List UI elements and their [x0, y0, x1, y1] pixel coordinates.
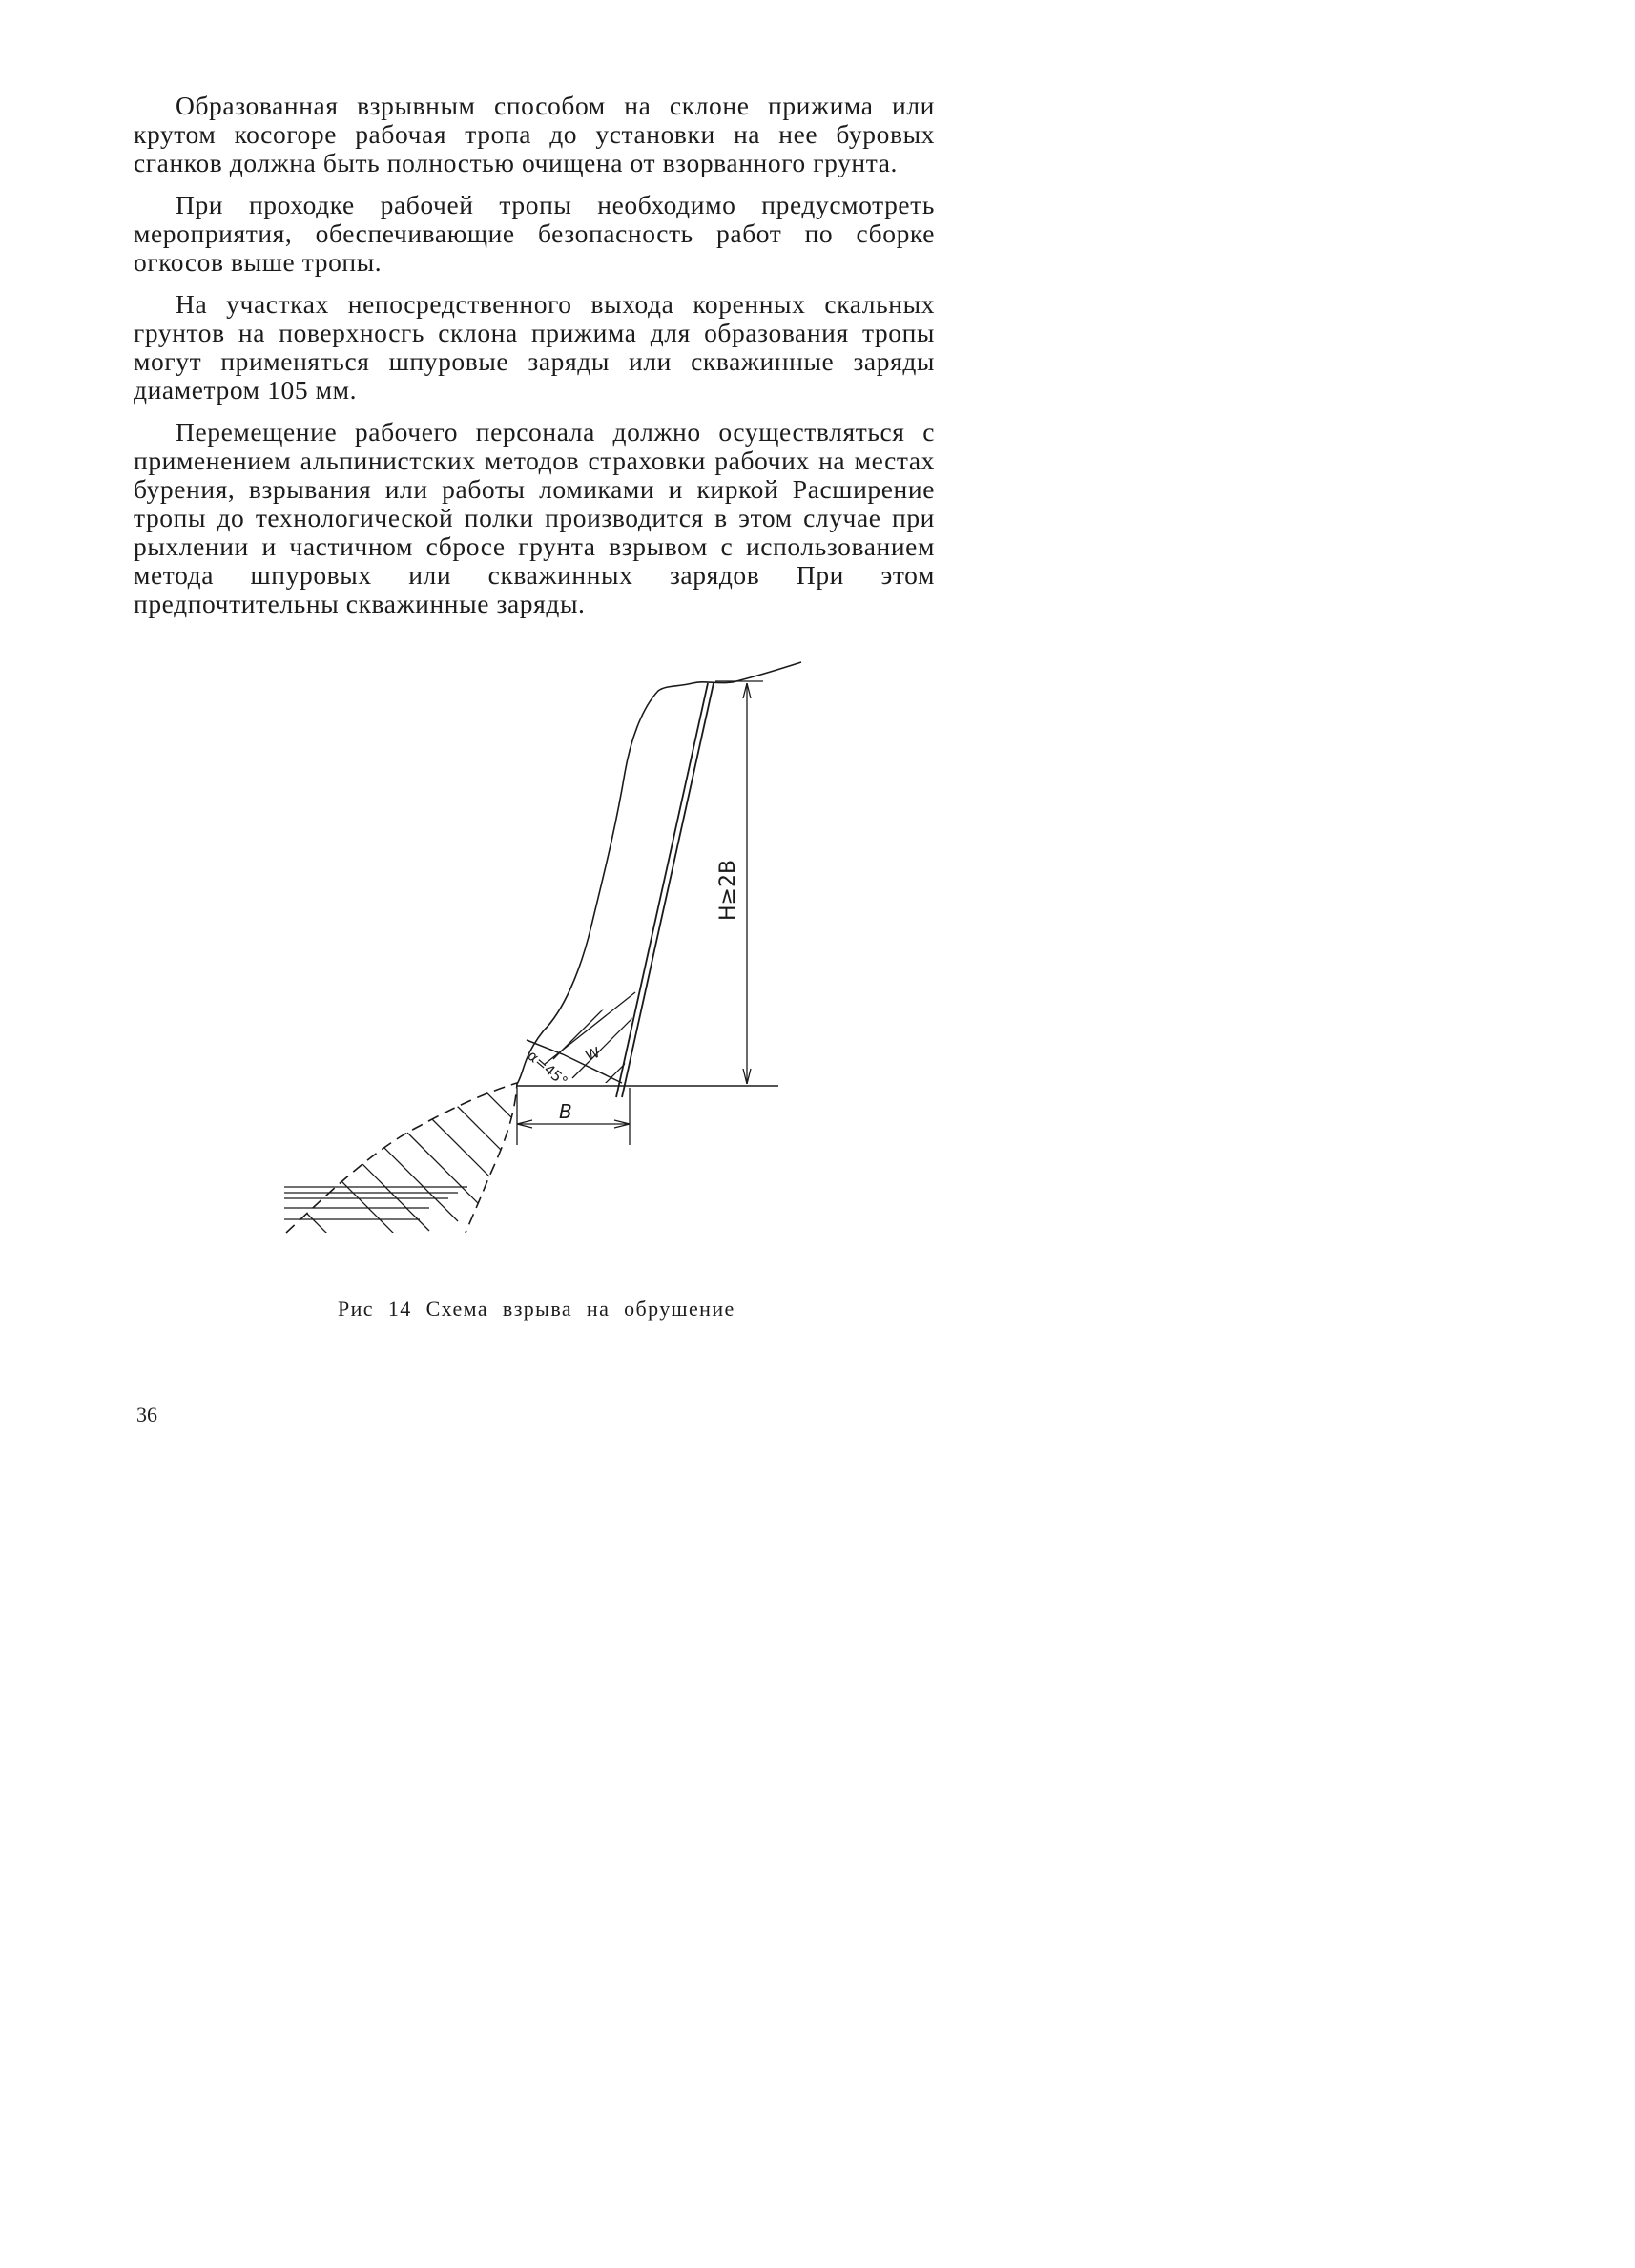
document-page — [0, 0, 1082, 1501]
blast-scheme-drawing — [267, 649, 820, 1259]
width-label: B — [559, 1100, 572, 1123]
paragraph-4: Перемещение рабочего персонала должно осуществляться с применением альпинистских методов страховки рабочих на местах бурения, взрывания или работы ломиками и киркой Расширение тропы до технологической полки производится в этом случае при рыхлении и частичном сбросе грунта взрывом с использованием метода шпуровых или скважинных зарядов При этом предпочтительны скважинные заряды. — [134, 417, 935, 618]
body-text — [134, 92, 935, 632]
collapse-zone — [286, 1083, 517, 1233]
slope-outline — [517, 662, 801, 1084]
angle-label: α=45° — [524, 1047, 571, 1091]
figure-caption: Рис 14 Схема взрыва на обрушение — [338, 1297, 735, 1321]
burden-label: W — [583, 1043, 603, 1065]
width-dimension — [517, 1088, 630, 1145]
blast-scheme-figure — [267, 649, 820, 1259]
paragraph-2: При проходке рабочей тропы необходимо предусмотреть мероприятия, обеспечивающие безопасность работ по сборке огкосов выше тропы. — [134, 190, 935, 277]
paragraph-3: На участках непосредственного выхода коренных скальных грунтов на поверхносгь склона прижима для образования тропы могут применяться шпуровые заряды или скважинные заряды диаметром 105 мм. — [134, 289, 935, 405]
page-number: 36 — [136, 1403, 157, 1426]
paragraph-1: Образованная взрывным способом на склоне прижима или крутом косогоре рабочая тропа до установки на нее буровых сганков должна быть полностью очищена от взорванного грунта. — [134, 91, 935, 177]
height-label: H≥2B — [716, 859, 740, 921]
